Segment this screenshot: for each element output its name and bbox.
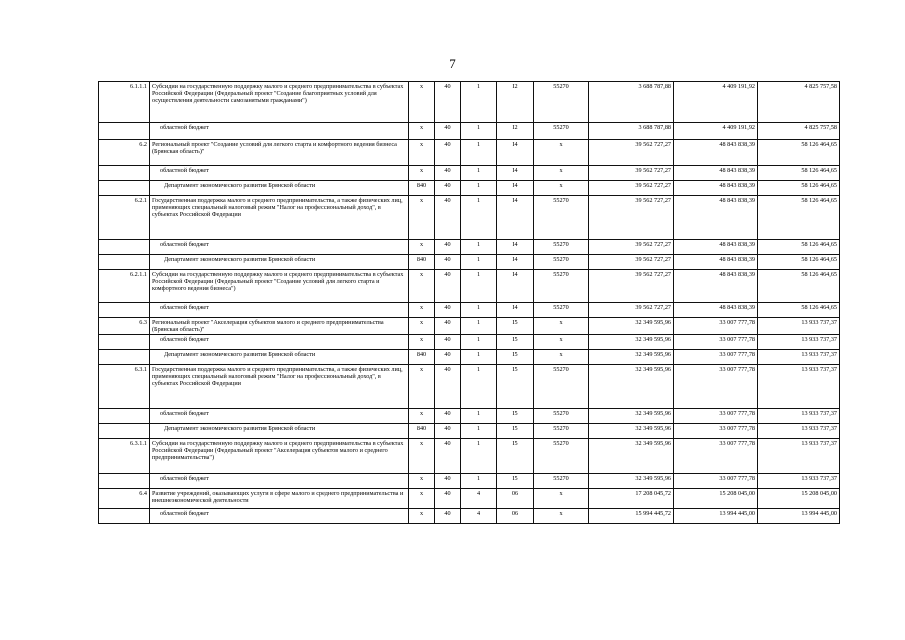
- row-name: Развитие учреждений, оказывающих услуги в сфере малого и среднего предпринимательства и внешнеэкономической деятельности: [150, 489, 409, 509]
- row-grbs: x: [409, 439, 435, 474]
- row-code: [99, 303, 150, 318]
- table-row: [99, 166, 840, 181]
- row-vr: x: [534, 318, 589, 335]
- table-row: [99, 196, 840, 240]
- table-row: [99, 318, 840, 335]
- row-amount-3: 13 933 737,37: [758, 335, 840, 350]
- row-amount-3: 13 933 737,37: [758, 409, 840, 424]
- row-pr: 1: [461, 82, 497, 123]
- row-code: 6.3.1.1: [99, 439, 150, 474]
- table-row: [99, 509, 840, 524]
- row-rz: 40: [435, 82, 461, 123]
- row-amount-2: 33 007 777,78: [674, 409, 758, 424]
- row-pr: 1: [461, 318, 497, 335]
- row-code: 6.1.1.1: [99, 82, 150, 123]
- row-pr: 4: [461, 489, 497, 509]
- row-vr: 55270: [534, 409, 589, 424]
- row-name: Региональный проект "Акселерация субъектов малого и среднего предпринимательства (Брянская область)": [150, 318, 409, 335]
- row-name: областной бюджет: [150, 335, 409, 350]
- table-row: [99, 255, 840, 270]
- row-amount-3: 13 994 445,00: [758, 509, 840, 524]
- row-grbs: x: [409, 270, 435, 303]
- row-name: Субсидии на государственную поддержку малого и среднего предпринимательства в субъектах Российской Федерации (Федеральный проект "Создание благоприятных условий для осуществления деятельности самозанятыми гражданами"): [150, 82, 409, 123]
- row-amount-1: 32 349 595,96: [589, 365, 674, 409]
- row-code: [99, 424, 150, 439]
- row-grbs: x: [409, 140, 435, 166]
- row-amount-2: 4 409 191,92: [674, 82, 758, 123]
- row-code: 6.4: [99, 489, 150, 509]
- row-csr: I2: [497, 123, 534, 140]
- row-csr: 06: [497, 509, 534, 524]
- row-pr: 1: [461, 439, 497, 474]
- row-amount-1: 39 562 727,27: [589, 270, 674, 303]
- row-vr: 55270: [534, 123, 589, 140]
- row-amount-3: 58 126 464,65: [758, 181, 840, 196]
- row-rz: 40: [435, 439, 461, 474]
- table-row: [99, 365, 840, 409]
- row-amount-3: 58 126 464,65: [758, 255, 840, 270]
- row-code: 6.2: [99, 140, 150, 166]
- row-rz: 40: [435, 365, 461, 409]
- row-pr: 4: [461, 509, 497, 524]
- row-pr: 1: [461, 303, 497, 318]
- row-amount-1: 32 349 595,96: [589, 439, 674, 474]
- row-grbs: x: [409, 303, 435, 318]
- table-row: [99, 140, 840, 166]
- row-amount-2: 33 007 777,78: [674, 365, 758, 409]
- row-code: [99, 409, 150, 424]
- row-amount-1: 32 349 595,96: [589, 335, 674, 350]
- row-vr: 55270: [534, 303, 589, 318]
- row-amount-3: 58 126 464,65: [758, 196, 840, 240]
- row-name: Департамент экономического развития Брянской области: [150, 424, 409, 439]
- row-code: [99, 509, 150, 524]
- row-csr: I5: [497, 335, 534, 350]
- row-pr: 1: [461, 240, 497, 255]
- row-vr: x: [534, 181, 589, 196]
- row-code: [99, 474, 150, 489]
- row-code: 6.3.1: [99, 365, 150, 409]
- row-amount-3: 4 825 757,58: [758, 123, 840, 140]
- row-amount-3: 13 933 737,37: [758, 318, 840, 335]
- row-csr: I4: [497, 181, 534, 196]
- row-grbs: 840: [409, 350, 435, 365]
- row-amount-3: 58 126 464,65: [758, 303, 840, 318]
- budget-table: [98, 81, 840, 524]
- row-grbs: x: [409, 123, 435, 140]
- row-rz: 40: [435, 123, 461, 140]
- row-vr: 55270: [534, 424, 589, 439]
- row-amount-3: 13 933 737,37: [758, 424, 840, 439]
- row-amount-2: 48 843 838,39: [674, 240, 758, 255]
- row-grbs: 840: [409, 255, 435, 270]
- row-amount-2: 48 843 838,39: [674, 166, 758, 181]
- row-code: [99, 123, 150, 140]
- row-amount-2: 48 843 838,39: [674, 255, 758, 270]
- row-name: Субсидии на государственную поддержку малого и среднего предпринимательства в субъектах Российской Федерации (Федеральный проект "Акселерация субъектов малого и среднего предпринимательства"): [150, 439, 409, 474]
- row-amount-2: 33 007 777,78: [674, 335, 758, 350]
- row-pr: 1: [461, 123, 497, 140]
- row-grbs: x: [409, 240, 435, 255]
- row-amount-1: 39 562 727,27: [589, 140, 674, 166]
- row-name: Субсидии на государственную поддержку малого и среднего предпринимательства в субъектах Российской Федерации (Федеральный проект "Создание условий для легкого старта и комфортного ведения бизнеса"): [150, 270, 409, 303]
- row-vr: x: [534, 489, 589, 509]
- row-amount-1: 39 562 727,27: [589, 240, 674, 255]
- row-rz: 40: [435, 409, 461, 424]
- row-amount-3: 13 933 737,37: [758, 350, 840, 365]
- row-grbs: 840: [409, 424, 435, 439]
- row-rz: 40: [435, 255, 461, 270]
- row-amount-1: 32 349 595,96: [589, 424, 674, 439]
- row-rz: 40: [435, 196, 461, 240]
- row-pr: 1: [461, 409, 497, 424]
- row-code: [99, 181, 150, 196]
- row-amount-2: 48 843 838,39: [674, 303, 758, 318]
- row-amount-1: 39 562 727,27: [589, 181, 674, 196]
- row-csr: I4: [497, 255, 534, 270]
- row-rz: 40: [435, 270, 461, 303]
- row-pr: 1: [461, 335, 497, 350]
- row-amount-3: 58 126 464,65: [758, 166, 840, 181]
- row-grbs: x: [409, 489, 435, 509]
- row-csr: I5: [497, 439, 534, 474]
- row-rz: 40: [435, 318, 461, 335]
- row-rz: 40: [435, 303, 461, 318]
- row-pr: 1: [461, 255, 497, 270]
- row-pr: 1: [461, 181, 497, 196]
- row-amount-1: 39 562 727,27: [589, 196, 674, 240]
- row-vr: 55270: [534, 196, 589, 240]
- row-csr: I4: [497, 196, 534, 240]
- row-amount-3: 13 933 737,37: [758, 474, 840, 489]
- row-amount-3: 13 933 737,37: [758, 439, 840, 474]
- row-rz: 40: [435, 424, 461, 439]
- row-rz: 40: [435, 350, 461, 365]
- row-amount-2: 48 843 838,39: [674, 270, 758, 303]
- table-row: [99, 303, 840, 318]
- row-amount-1: 39 562 727,27: [589, 303, 674, 318]
- table-row: [99, 424, 840, 439]
- table-row: [99, 439, 840, 474]
- row-grbs: x: [409, 409, 435, 424]
- row-csr: I2: [497, 82, 534, 123]
- row-name: Региональный проект "Создание условий для легкого старта и комфортного ведения бизнеса (Брянская область)": [150, 140, 409, 166]
- row-pr: 1: [461, 196, 497, 240]
- row-amount-2: 48 843 838,39: [674, 196, 758, 240]
- row-amount-1: 15 994 445,72: [589, 509, 674, 524]
- row-vr: x: [534, 140, 589, 166]
- row-vr: 55270: [534, 255, 589, 270]
- row-csr: I5: [497, 365, 534, 409]
- row-csr: I5: [497, 318, 534, 335]
- row-amount-1: 17 208 045,72: [589, 489, 674, 509]
- row-amount-1: 39 562 727,27: [589, 255, 674, 270]
- row-rz: 40: [435, 240, 461, 255]
- row-code: [99, 255, 150, 270]
- row-rz: 40: [435, 166, 461, 181]
- table-row: [99, 240, 840, 255]
- row-csr: I5: [497, 474, 534, 489]
- row-rz: 40: [435, 181, 461, 196]
- row-grbs: x: [409, 82, 435, 123]
- row-code: 6.3: [99, 318, 150, 335]
- row-amount-2: 33 007 777,78: [674, 474, 758, 489]
- row-rz: 40: [435, 335, 461, 350]
- row-name: Государственная поддержка малого и среднего предпринимательства, а также физических лиц, применяющих специальный налоговый режим "Налог на профессиональный доход", в субъектах Российской Федерации: [150, 196, 409, 240]
- row-amount-1: 32 349 595,96: [589, 318, 674, 335]
- row-grbs: x: [409, 365, 435, 409]
- table-row: [99, 489, 840, 509]
- row-code: [99, 335, 150, 350]
- row-rz: 40: [435, 140, 461, 166]
- row-csr: 06: [497, 489, 534, 509]
- row-pr: 1: [461, 140, 497, 166]
- row-name: областной бюджет: [150, 509, 409, 524]
- row-amount-2: 33 007 777,78: [674, 424, 758, 439]
- row-name: Департамент экономического развития Брянской области: [150, 255, 409, 270]
- row-amount-2: 15 208 045,00: [674, 489, 758, 509]
- row-pr: 1: [461, 424, 497, 439]
- row-csr: I5: [497, 424, 534, 439]
- row-pr: 1: [461, 270, 497, 303]
- row-name: областной бюджет: [150, 409, 409, 424]
- row-amount-1: 32 349 595,96: [589, 350, 674, 365]
- row-name: областной бюджет: [150, 240, 409, 255]
- row-grbs: x: [409, 166, 435, 181]
- row-code: [99, 166, 150, 181]
- row-amount-2: 33 007 777,78: [674, 439, 758, 474]
- row-code: [99, 240, 150, 255]
- row-csr: I4: [497, 140, 534, 166]
- table-row: [99, 335, 840, 350]
- row-csr: I5: [497, 409, 534, 424]
- table-body: [99, 82, 840, 524]
- row-grbs: x: [409, 509, 435, 524]
- row-amount-3: 13 933 737,37: [758, 365, 840, 409]
- row-amount-2: 33 007 777,78: [674, 350, 758, 365]
- row-vr: 55270: [534, 439, 589, 474]
- row-pr: 1: [461, 350, 497, 365]
- row-code: [99, 350, 150, 365]
- row-csr: I4: [497, 240, 534, 255]
- row-amount-3: 58 126 464,65: [758, 140, 840, 166]
- table-row: [99, 350, 840, 365]
- row-csr: I4: [497, 166, 534, 181]
- row-amount-2: 4 409 191,92: [674, 123, 758, 140]
- row-rz: 40: [435, 474, 461, 489]
- table-row: [99, 82, 840, 123]
- row-amount-3: 58 126 464,65: [758, 270, 840, 303]
- row-amount-3: 58 126 464,65: [758, 240, 840, 255]
- row-vr: 55270: [534, 365, 589, 409]
- row-code: 6.2.1.1: [99, 270, 150, 303]
- row-grbs: x: [409, 196, 435, 240]
- table-row: [99, 181, 840, 196]
- row-name: Государственная поддержка малого и среднего предпринимательства, а также физических лиц, применяющих специальный налоговый режим "Налог на профессиональный доход", в субъектах Российской Федерации: [150, 365, 409, 409]
- row-name: Департамент экономического развития Брянской области: [150, 350, 409, 365]
- row-pr: 1: [461, 474, 497, 489]
- row-rz: 40: [435, 509, 461, 524]
- row-amount-1: 32 349 595,96: [589, 409, 674, 424]
- row-amount-3: 4 825 757,58: [758, 82, 840, 123]
- row-pr: 1: [461, 365, 497, 409]
- row-name: областной бюджет: [150, 474, 409, 489]
- row-amount-1: 32 349 595,96: [589, 474, 674, 489]
- row-csr: I5: [497, 350, 534, 365]
- row-vr: 55270: [534, 82, 589, 123]
- row-vr: 55270: [534, 240, 589, 255]
- page-number: 7: [449, 56, 456, 71]
- table-row: [99, 270, 840, 303]
- row-amount-1: 39 562 727,27: [589, 166, 674, 181]
- table-row: [99, 474, 840, 489]
- table-row: [99, 409, 840, 424]
- row-amount-2: 48 843 838,39: [674, 140, 758, 166]
- row-rz: 40: [435, 489, 461, 509]
- row-amount-3: 15 208 045,00: [758, 489, 840, 509]
- row-amount-1: 3 688 787,88: [589, 123, 674, 140]
- row-grbs: x: [409, 318, 435, 335]
- row-amount-2: 48 843 838,39: [674, 181, 758, 196]
- row-amount-2: 33 007 777,78: [674, 318, 758, 335]
- row-amount-2: 13 994 445,00: [674, 509, 758, 524]
- row-grbs: x: [409, 335, 435, 350]
- row-grbs: 840: [409, 181, 435, 196]
- row-csr: I4: [497, 270, 534, 303]
- row-pr: 1: [461, 166, 497, 181]
- row-vr: x: [534, 350, 589, 365]
- row-vr: x: [534, 335, 589, 350]
- row-code: 6.2.1: [99, 196, 150, 240]
- row-name: областной бюджет: [150, 303, 409, 318]
- row-name: областной бюджет: [150, 166, 409, 181]
- row-name: областной бюджет: [150, 123, 409, 140]
- row-csr: I4: [497, 303, 534, 318]
- row-vr: 55270: [534, 474, 589, 489]
- row-vr: x: [534, 166, 589, 181]
- row-vr: 55270: [534, 270, 589, 303]
- table-row: [99, 123, 840, 140]
- row-grbs: x: [409, 474, 435, 489]
- row-amount-1: 3 688 787,88: [589, 82, 674, 123]
- row-vr: x: [534, 509, 589, 524]
- row-name: Департамент экономического развития Брянской области: [150, 181, 409, 196]
